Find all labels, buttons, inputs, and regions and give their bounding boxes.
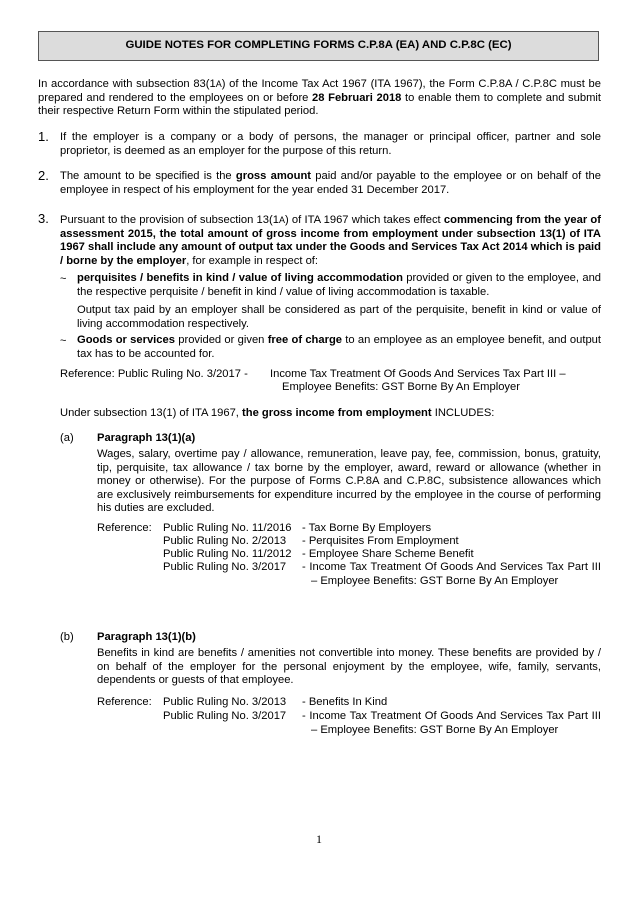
item-2-text: The amount to be specified is the gross amount paid and/or payable to the employee or on behalf of the employee in respect of his employment for the year ended 31 December 2017. [60,170,601,196]
item-3-text: Pursuant to the provision of subsection 13(1A) of ITA 1967 which takes effect commencing from the year of assessment 2015, the total amount of gross income from employment under subsection 13(1) of ITA 1967 shall include any amount of output tax under the Goods and Services Tax Act 2014 which is paid / borne by the employer, for example in respect of: [60,214,601,267]
bullet-perquisites-note: Output tax paid by an employer shall be considered as part of the perquisite, benefit in kind or value of living accommodation respectively. [77,304,601,330]
includes-statement: Under subsection 13(1) of ITA 1967, the gross income from employment INCLUDES: [60,407,495,419]
ruling-number: Public Ruling No. 11/2016 [163,522,292,534]
ruling-title: - Income Tax Treatment Of Goods And Services Tax Part III – Employee Benefits: GST Borne By An Employer [302,710,601,736]
ruling-title: - Employee Share Scheme Benefit [302,548,474,560]
ruling-number: Public Ruling No. 3/2013 [163,696,287,708]
reference-text: Income Tax Treatment Of Goods And Services Tax Part III – [270,368,566,380]
item-1-text: If the employer is a company or a body of persons, the manager or principal officer, partner and sole proprietor, is deemed as an employer for the purpose of this return. [60,131,601,157]
bullet-goods-services: Goods or services provided or given free of charge to an employee as an employee benefit, and output tax has to be accounted for. [77,334,602,360]
paragraph-heading: Paragraph 13(1)(a) [97,432,196,444]
tilde-bullet-icon: ~ [60,335,67,347]
tilde-bullet-icon: ~ [60,273,67,285]
ruling-title: - Perquisites From Employment [302,535,459,547]
item-number: 2. [38,168,49,183]
bullet-perquisites: perquisites / benefits in kind / value of living accommodation provided or given to the employee, and the respective perquisite / benefit in kind / value of living accommodation is taxable. [77,272,602,298]
paragraph-body: Wages, salary, overtime pay / allowance, remuneration, leave pay, fee, commission, bonus, gratuity, tip, perquisite, tax allowance / tax borne by the employer, award, reward or allowance (whether in money or otherwise). For the purpose of Forms C.P.8A and C.P.8C, subsistence allowances which are exclusively reimbursements for expenditure incurred by the employee in the course of performing his duties are excluded. [97,448,601,515]
ruling-title: - Income Tax Treatment Of Goods And Services Tax Part III – Employee Benefits: GST Borne By An Employer [302,561,601,587]
page-title: GUIDE NOTES FOR COMPLETING FORMS C.P.8A (EA) AND C.P.8C (EC) [38,31,599,61]
item-number: 1. [38,129,49,144]
reference-label: Reference: [97,696,152,708]
page-number: 1 [316,832,322,846]
ruling-title: - Benefits In Kind [302,696,388,708]
paragraph-label: (b) [60,631,74,643]
paragraph-body: Benefits in kind are benefits / amenities not convertible into money. These benefits are provided by / on behalf of the employer for the personal enjoyment by the employee, wife, family, servants, dependents or guests of that employee. [97,647,601,687]
item-number: 3. [38,211,49,226]
ruling-number: Public Ruling No. 11/2012 [163,548,292,560]
ruling-number: Public Ruling No. 3/2017 [163,561,287,573]
ruling-number: Public Ruling No. 2/2013 [163,535,287,547]
paragraph-heading: Paragraph 13(1)(b) [97,631,196,643]
intro-paragraph: In accordance with subsection 83(1A) of the Income Tax Act 1967 (ITA 1967), the Form C.P.8A / C.P.8C must be prepared and rendered to the employees on or before 28 Februari 2018 to enable them to complete and submit their respective Return Form within the stipulated period. [38,78,602,118]
ruling-number: Public Ruling No. 3/2017 [163,710,287,722]
paragraph-label: (a) [60,432,74,444]
reference-label: Reference: Public Ruling No. 3/2017 - [60,368,248,380]
ruling-title: - Tax Borne By Employers [302,522,432,534]
reference-text: Employee Benefits: GST Borne By An Employer [282,381,520,393]
reference-label: Reference: [97,522,152,534]
